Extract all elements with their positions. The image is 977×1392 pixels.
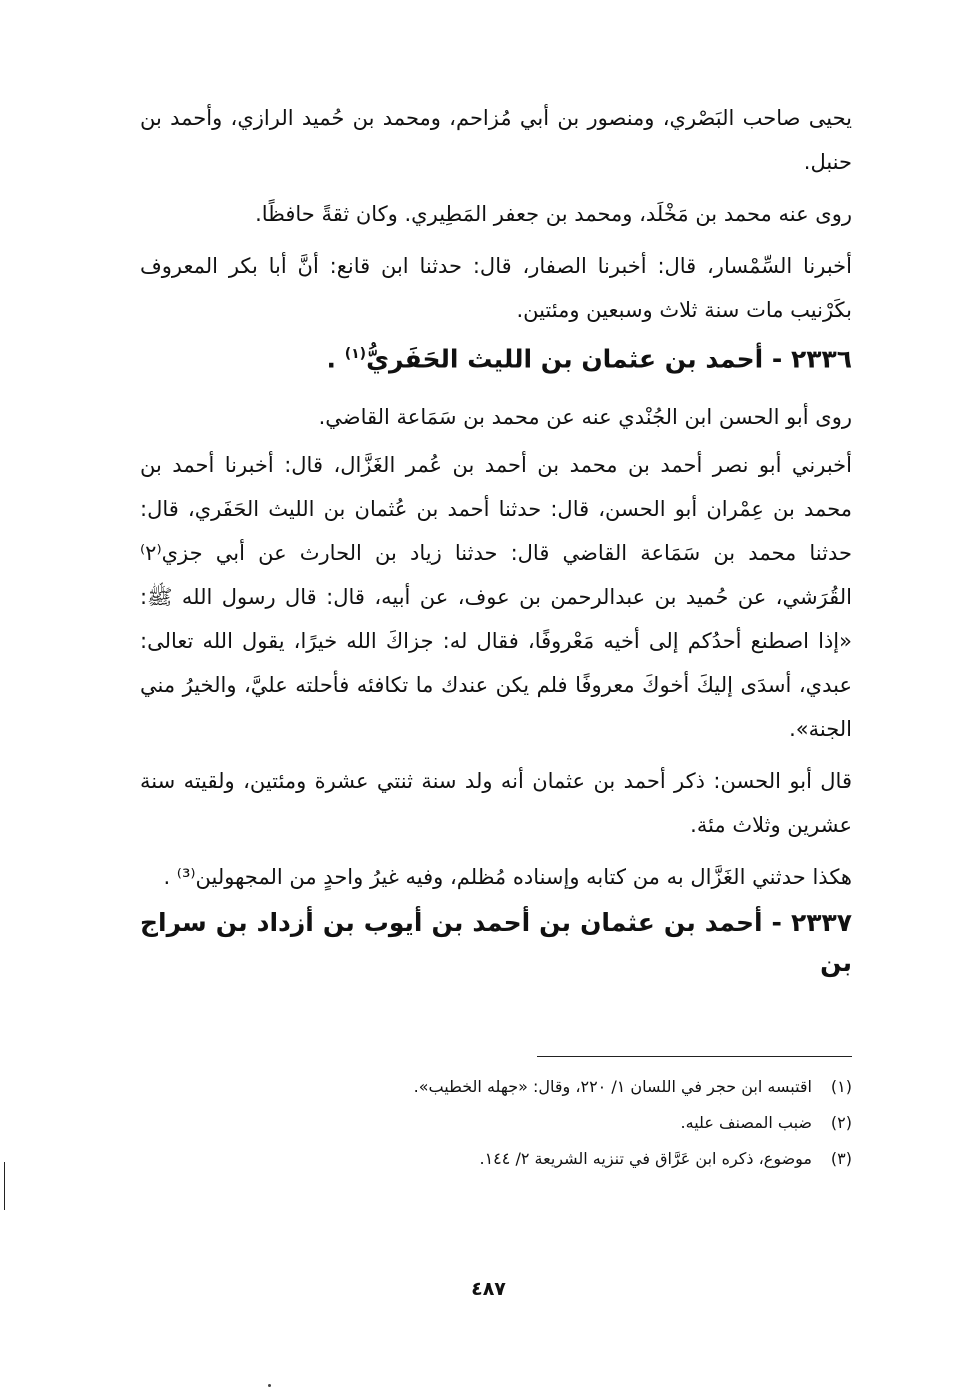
footnote-3 <box>140 1146 852 1172</box>
footnotes <box>140 1074 852 1182</box>
footnote-2 <box>140 1110 852 1136</box>
entry-2336-heading <box>140 334 852 379</box>
entry-2336-birth-note: قال أبو الحسن: ذكر أحمد بن عثمان أنه ولد سنة ثنتي عشرة ومئتين، ولقيته سنة عشرين وثلاث مئة. <box>140 769 852 838</box>
scan-speck <box>268 1384 271 1387</box>
main-text <box>140 96 852 983</box>
footnote-2-text: ضبب المصنف عليه. <box>680 1113 812 1132</box>
entry-2336-title: ٢٣٣٦ - أحمد بن عثمان بن الليث الحَفَريُّ <box>366 344 852 374</box>
footnote-3-text: موضوع، ذكره ابن عَرَّاق في تنزيه الشريعة ٢/ ١٤٤. <box>479 1149 812 1168</box>
page-number: ٤٨٧ <box>471 1278 506 1300</box>
footnote-1-text: اقتبسه ابن حجر في اللسان ١/ ٢٢٠، وقال: «جهله الخطيب». <box>413 1077 812 1096</box>
entry-2337-heading: ٢٣٣٧ - أحمد بن عثمان بن أحمد بن أيوب بن أزداد بن سراج بن <box>140 908 852 978</box>
entry-2336-heading-end: . <box>326 344 345 374</box>
entry-2336-hadith: أخبرني أبو نصر أحمد بن محمد بن أحمد بن عُمر الغَزَّال، قال: أخبرنا أحمد بن محمد بن عِمْران أبو الحسن، قال: حدثنا أحمد بن عُثمان بن الليث الحَفَري، قال: حدثنا محمد بن سَمَاعة القاضي قال: حدثنا زياد بن الحارث عن أبي جزي⁽٢⁾ القُرَشي، عن حُميد بن عبدالرحمن بن عوف، عن أبيه، قال: قال رسول الله ﷺ: «إذا اصطنع أحدُكم إلى أخيه مَعْروفًا، فقال له: جزاكَ الله خيرًا، يقول الله تعالى: عبدي، أسدَى إليكَ أخوكَ معروفًا فلم يكن عندك ما تكافئه فأحلته عليَّ، والخيرُ مني الجنة». <box>140 453 852 742</box>
entry-2336-isnad-note: هكذا حدثني الغَزَّال به من كتابه وإسناده مُظلم، وفيه غيرُ واحدٍ من المجهولين⁽³⁾ . <box>163 865 852 890</box>
footnote-ref-1: (١) <box>344 346 367 362</box>
footnote-1-number: (١) <box>830 1077 852 1096</box>
paragraph-teachers: يحيى صاحب البَصْري، ومنصور بن أبي مُزاحم، ومحمد بن حُميد الرازي، وأحمد بن حنبل. <box>140 106 852 174</box>
margin-mark <box>4 1162 5 1210</box>
footnote-1 <box>140 1074 852 1100</box>
footnote-2-number: (٢) <box>830 1113 852 1132</box>
paragraph-death-report: أخبرنا السِّمْسار، قال: أخبرنا الصفار، قال: حدثنا ابن قانع: أنَّ أبا بكر المعروف بكَرْنيب مات سنة ثلاث وسبعين ومئتين. <box>140 254 852 322</box>
entry-2336-narration: روى أبو الحسن ابن الجُنْدي عنه عن محمد بن سَمَاعة القاضي. <box>318 405 852 430</box>
footnote-3-number: (٣) <box>830 1149 852 1168</box>
footnote-separator <box>537 1056 852 1057</box>
paragraph-narrators: روى عنه محمد بن مَخْلَد، ومحمد بن جعفر المَطِيري. وكان ثقةً حافظًا. <box>255 202 852 226</box>
